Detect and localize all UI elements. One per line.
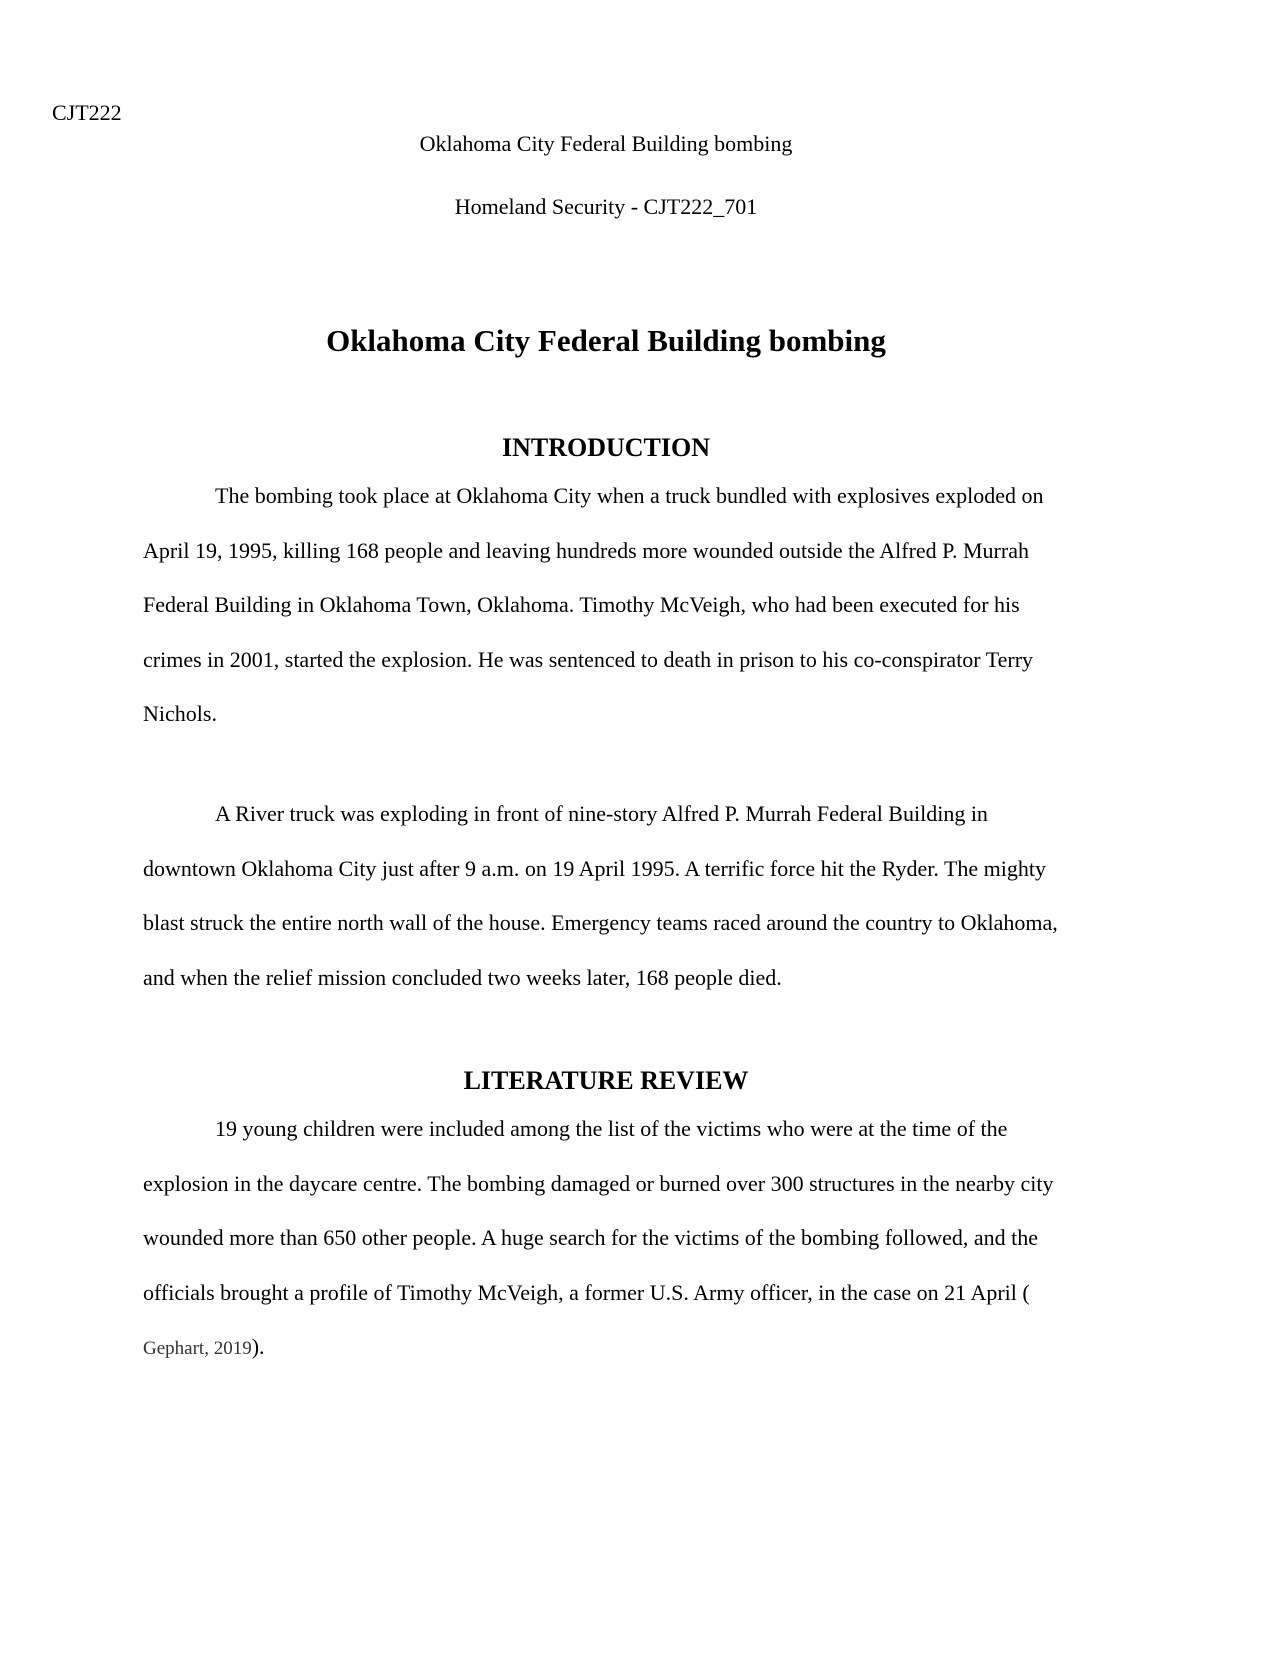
course-line: Homeland Security - CJT222_701 (454, 194, 758, 219)
literature-paragraph-text: 19 young children were included among the list of the victims who were at the time of the explosion in the daycare centre. The bombing damaged or burned over 300 structures in the nearby city wounded more than 650 other people. A huge search for the victims of the bombing followed, and the officials brought a profile of Timothy McVeigh, a former U.S. Army officer, in the case on 21 April ( (143, 1116, 1054, 1305)
document-title: Oklahoma City Federal Building bombing (326, 323, 886, 358)
intro-paragraph-1: The bombing took place at Oklahoma City when a truck bundled with explosives exploded on April 19, 1995, killing 168 people and leaving hundreds more wounded outside the Alfred P. Murrah Federal Building in Oklahoma Town, Oklahoma. Timothy McVeigh, who had been executed for his crimes in 2001, started the explosion. He was sentenced to death in prison to his co-conspirator Terry Nichols. (143, 483, 1044, 727)
citation: Gephart, 2019 (143, 1338, 252, 1360)
course-code: CJT222 (52, 100, 122, 125)
literature-paragraph (143, 1102, 1063, 1377)
title-page-title: Oklahoma City Federal Building bombing (419, 131, 793, 156)
intro-paragraph-2: A River truck was exploding in front of nine-story Alfred P. Murrah Federal Building in downtown Oklahoma City just after 9 a.m. on 19 April 1995. A terrific force hit the Ryder. The mighty blast struck the entire north wall of the house. Emergency teams raced around the country to Oklahoma, and when the relief mission concluded two weeks later, 168 people died. (143, 801, 1058, 990)
citation-close: ). (251, 1334, 265, 1360)
section-heading-literature-review: LITERATURE REVIEW (463, 1066, 749, 1095)
section-heading-introduction: INTRODUCTION (501, 433, 711, 462)
